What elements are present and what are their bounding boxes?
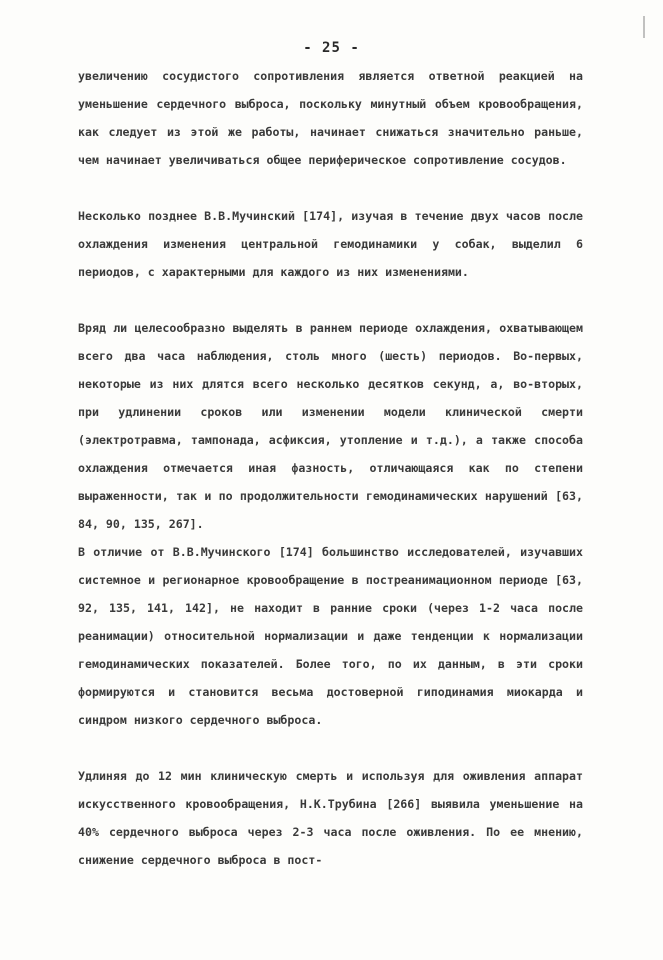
paragraph-text: Вряд ли целесообразно выделять в раннем периоде охлаждения, охватывающем всего два часа наблюдения, столь много (шесть) периодов. Во-первых, некоторые из них длятся всего несколько десятков секунд, а, во-вторых, при удлинении сроков или изменении модели клинической смерти (электротравма, тампонада, асфиксия, утопление и т.д.), а также способа охлаждения отмечается иная фазность, отличающаяся как по степени выраженности, так и по продолжительности гемодинамических нарушений [63, 84, 90, 135, 267]. <box>78 321 583 531</box>
paragraph-text: Удлиняя до 12 мин клиническую смерть и используя для оживления аппарат искусственного кровообращения, Н.К.Трубина [266] выявила уменьшение на 40% сердечного выброса через 2-3 часа после оживления. По ее мнению, снижение сердечного выброса в пост- <box>78 769 583 867</box>
paragraph-4 <box>78 538 583 734</box>
paragraph-text: увеличению сосудистого сопротивления является ответной реакцией на уменьшение сердечного выброса, поскольку минутный объем кровообращения, как следует из этой же работы, начинает снижаться значительно раньше, чем начинает увеличиваться общее периферическое сопротивление сосудов. <box>78 69 583 167</box>
paragraph-text: В отличие от В.В.Мучинского [174] большинство исследователей, изучавших системное и регионарное кровообращение в постреанимационном периоде [63, 92, 135, 141, 142], не находит в ранние сроки (через 1-2 часа после реанимации) относительной нормализации и даже тенденции к нормализации гемодинамических показателей. Более того, по их данным, в эти сроки формируются и становится весьма достоверной гиподинамия миокарда и синдром низкого сердечного выброса. <box>78 545 583 727</box>
scan-edge-mark <box>643 16 645 38</box>
paragraph-5 <box>78 762 583 874</box>
paragraph-2 <box>78 202 583 286</box>
paragraph-3 <box>78 314 583 538</box>
page-number: - 25 - <box>303 40 360 56</box>
paragraph-text: Несколько позднее В.В.Мучинский [174], изучая в течение двух часов после охлаждения изменения центральной гемодинамики у собак, выделил 6 периодов, с характерными для каждого из них изменениями. <box>78 209 583 279</box>
paragraph-1 <box>78 62 583 174</box>
